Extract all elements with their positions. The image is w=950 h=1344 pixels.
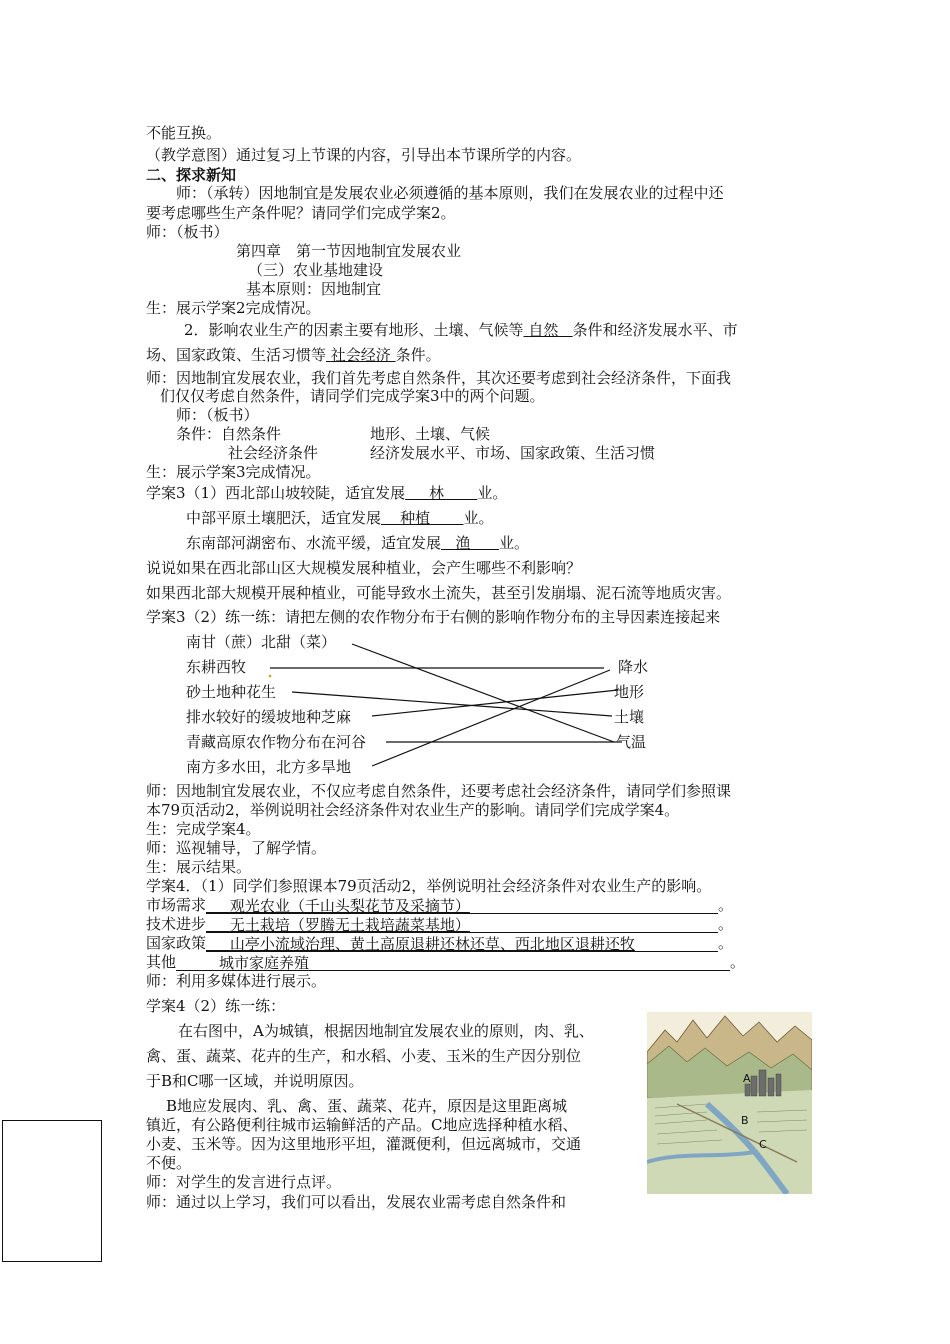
match-left-item: 排水较好的缓坡地种芝麻	[186, 708, 352, 726]
board-row: 社会经济条件	[228, 444, 319, 462]
text-line: 师：巡视辅导，了解学情。	[146, 839, 327, 857]
answer-blank: 山亭小流域治理、黄土高原退耕还林还草、西北地区退耕还牧	[206, 935, 718, 952]
board-row: 地形、土壤、气候	[370, 425, 491, 443]
board-row: 经济发展水平、市场、国家政策、生活习惯	[370, 444, 656, 462]
text-segment: 中部平原土壤肥沃，适宜发展	[186, 509, 382, 527]
answer-blank: 自然	[528, 321, 559, 339]
text-line: 师：通过以上学习，我们可以看出，发展农业需考虑自然条件和	[146, 1193, 567, 1211]
text-segment: 技术进步	[146, 915, 207, 933]
text-line: B地应发展肉、乳、禽、蛋、蔬菜、花卉，原因是这里距离城	[166, 1097, 568, 1115]
text-line: 师：因地制宜发展农业，不仅应考虑自然条件，还要考虑社会经济条件，请同学们参照课	[146, 782, 732, 800]
empty-frame	[2, 1120, 102, 1262]
text-segment: 业。	[463, 509, 494, 527]
board-title: 第四章 第一节因地制宜发展农业	[236, 242, 462, 260]
text-line: 生：展示学案3完成情况。	[146, 463, 321, 481]
board-principle: 基本原则：因地制宜	[246, 280, 382, 298]
text-segment: 市场需求	[146, 896, 207, 914]
text-line: 师：（板书）	[176, 406, 259, 424]
text-segment: 条件。	[395, 346, 441, 364]
text-line	[146, 953, 745, 971]
text-line	[146, 896, 733, 914]
text-segment: 东南部河湖密布、水流平缓，适宜发展	[186, 534, 442, 552]
text-line: 学案4（2）练一练：	[146, 997, 286, 1015]
text-segment: 。	[730, 953, 746, 971]
match-left-item: 南甘（蔗）北甜（菜）	[186, 633, 337, 651]
text-line: 生：展示结果。	[146, 858, 252, 876]
text-segment: 。	[718, 915, 734, 933]
figure-label-a: A	[743, 1072, 751, 1085]
text-line: 师：（承转）因地制宜是发展农业必须遵循的基本原则，我们在发展农业的过程中还	[176, 184, 724, 202]
text-line: 如果西北部大规模开展种植业，可能导致水土流失，甚至引发崩塌、泥石流等地质灾害。	[146, 584, 732, 602]
answer-blank: 渔	[455, 534, 471, 552]
answer-blank: 无土栽培（罗腾无土栽培蔬菜基地）	[206, 916, 718, 933]
answer-blank: 林	[428, 484, 444, 502]
text-line: 禽、蛋、蔬菜、花卉的生产，和水稻、小麦、玉米的生产因分别位	[146, 1047, 582, 1065]
text-line: 在右图中，A为城镇，根据因地制宜发展农业的原则，肉、乳、	[178, 1022, 594, 1040]
text-line: 师：对学生的发言进行点评。	[146, 1173, 342, 1191]
board-row: 条件：自然条件	[176, 425, 282, 443]
figure-label-b: B	[741, 1114, 749, 1127]
text-line: 生：完成学案4。	[146, 820, 261, 838]
text-segment: 场、国家政策、生活习惯等	[146, 346, 327, 364]
text-line: 本79页活动2，举例说明社会经济条件对农业生产的影响。请同学们完成学案4。	[146, 801, 680, 819]
text-line: 于B和C哪一区域，并说明原因。	[146, 1072, 364, 1090]
text-segment: 学案3（1）西北部山坡较陡，适宜发展	[146, 484, 406, 502]
text-segment: 业。	[477, 484, 508, 502]
answer-blank: 社会经济	[330, 346, 391, 364]
figure-label-c: C	[759, 1138, 767, 1151]
section-heading: 二、探求新知	[146, 166, 237, 184]
answer-blank: 观光农业（千山头梨花节及采摘节）	[206, 897, 718, 914]
text-line	[146, 915, 733, 933]
text-line: 师：因地制宜发展农业，我们首先考虑自然条件，其次还要考虑到社会经济条件，下面我	[146, 369, 732, 387]
text-line: 学案4．（1）同学们参照课本79页活动2，举例说明社会经济条件对农业生产的影响。	[146, 877, 712, 895]
text-line: （教学意图）通过复习上节课的内容，引导出本节课所学的内容。	[146, 146, 582, 164]
text-line: 说说如果在西北部山区大规模发展种植业，会产生哪些不利影响？	[146, 559, 582, 577]
match-right-item: 气温	[616, 733, 647, 751]
text-line: 镇近，有公路便利往城市运输鲜活的产品。C地应选择种植水稻、	[146, 1116, 578, 1134]
match-left-item: 砂土地种花生	[186, 683, 277, 701]
text-line: 师：（板书）	[146, 223, 229, 241]
match-line	[352, 644, 614, 742]
text-segment: 国家政策	[146, 934, 207, 952]
text-line	[146, 934, 733, 952]
match-right-item: 地形	[614, 683, 645, 701]
text-line: 小麦、玉米等。因为这里地形平坦，灌溉便利，但远离城市，交通	[146, 1135, 582, 1153]
text-line: 不能互换。	[146, 124, 222, 142]
text-line: 生：展示学案2完成情况。	[146, 299, 321, 317]
match-line	[372, 690, 618, 716]
text-line: 要考虑哪些生产条件呢？请同学们完成学案2。	[146, 204, 456, 222]
board-subtitle: （三）农业基地建设	[248, 261, 384, 279]
answer-blank: 种植	[400, 509, 431, 527]
text-segment: 2．影响农业生产的因素主要有地形、土壤、气候等	[184, 321, 524, 339]
text-line: 学案3（2）练一练：请把左侧的农作物分布于右侧的影响作物分布的主导因素连接起来	[146, 608, 721, 626]
text-segment: 其他	[146, 953, 177, 971]
landscape-illustration	[647, 1012, 812, 1194]
text-line: 不便。	[146, 1154, 192, 1172]
text-segment: 。	[718, 896, 734, 914]
text-segment: 业。	[498, 534, 529, 552]
text-line: 们仅仅考虑自然条件，请同学们完成学案3中的两个问题。	[160, 387, 545, 405]
match-left-item: 南方多水田，北方多旱地	[186, 758, 352, 776]
match-right-item: 降水	[618, 658, 649, 676]
answer-blank: 城市家庭养殖	[176, 954, 730, 971]
match-line	[372, 670, 610, 766]
match-left-item: 青藏高原农作物分布在河谷	[186, 733, 367, 751]
match-left-item: 东耕西牧	[186, 658, 247, 676]
match-right-item: 土壤	[614, 708, 645, 726]
text-segment: 。	[718, 934, 734, 952]
text-line: 师：利用多媒体进行展示。	[146, 972, 327, 990]
text-segment: 条件和经济发展水平、市	[572, 321, 738, 339]
